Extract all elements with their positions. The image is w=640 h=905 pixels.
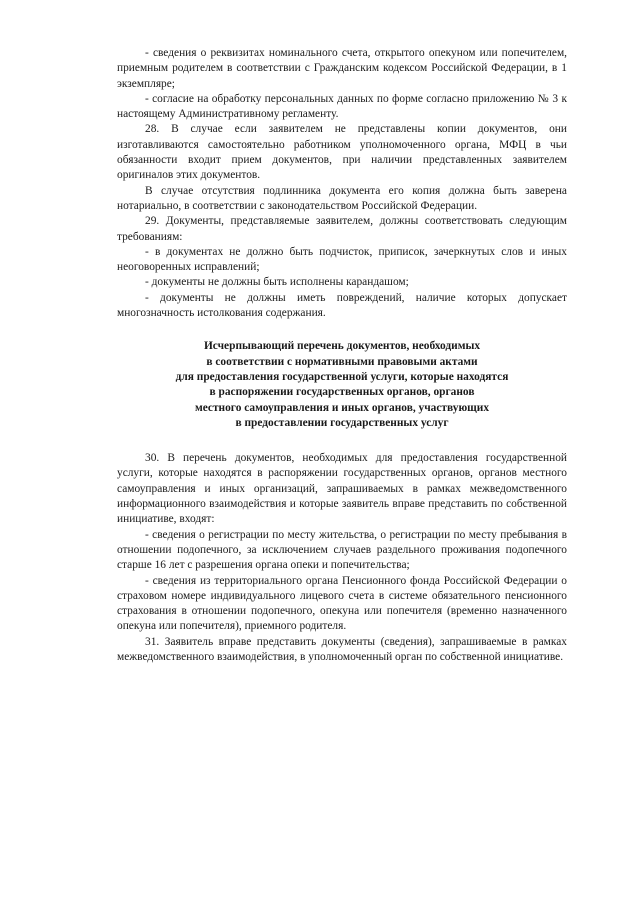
heading-line: для предоставления государственной услуги, которые находятся [175,370,509,383]
heading-line: Исчерпывающий перечень документов, необходимых [203,340,481,353]
paragraph-28-document-copies: 28. В случае если заявителем не представлены копии документов, они изготавливаются самостоятельно работником уполномоченного органа, МФЦ в чьи обязанности входит прием документов, при наличии представленных заявителем оригиналов этих документов. [117,123,567,182]
heading-line: местного самоуправления и иных органов, участвующих [194,401,490,414]
heading-line: в соответствии с нормативными правовыми актами [206,355,478,368]
paragraph-notarial-certification: В случае отсутствия подлинника документа его копия должна быть заверена нотариально, в соответствии с законодательством Российской Федерации. [117,184,567,212]
heading-line: в предоставлении государственных услуг [235,416,449,429]
heading-line: в распоряжении государственных органов, органов [209,386,475,399]
paragraph-no-damage: - документы не должны иметь повреждений, наличие которых допускает многозначность истолкования содержания. [117,291,567,320]
paragraph-pension-fund-info: - сведения из территориального органа Пенсионного фонда Российской Федерации о страховом номере индивидуального лицевого счета в системе обязательного пенсионного страхования в отношении подопечного, опекуна или попечителя (временно назначенного опекуна или попечителя), приемного родителя. [117,574,567,633]
paragraph-31-own-initiative: 31. Заявитель вправе представить документы (сведения), запрашиваемые в рамках межведомственного взаимодействия, в уполномоченный орган по собственной инициативе. [117,635,567,663]
paragraph-registration-info: - сведения о регистрации по месту жительства, о регистрации по месту пребывания в отношении подопечного, за исключением случаев раздельного проживания подопечного старше 16 лет с разрешения органа опеки и попечительства; [117,528,567,572]
section-heading [117,339,567,431]
paragraph-nominal-account-details: - сведения о реквизитах номинального счета, открытого опекуном или попечителем, приемным родителем в соответствии с Гражданским кодексом Российской Федерации, в 1 экземпляре; [117,47,567,90]
paragraph-personal-data-consent: - согласие на обработку персональных данных по форме согласно приложению № 3 к настоящему Административному регламенту. [117,92,567,121]
paragraph-29-document-requirements: 29. Документы, представляемые заявителем, должны соответствовать следующим требованиям: [117,215,567,243]
paragraph-30-interagency-documents: 30. В перечень документов, необходимых для предоставления государственной услуги, которые находятся в распоряжении государственных органов, органов местного самоуправления и иных организаций, запрашиваемых в рамках межведомственного информационного взаимодействия и которые заявитель вправе представить по собственной инициативе, входят: [117,452,567,526]
paragraph-no-pencil: - документы не должны быть исполнены карандашом; [145,276,409,289]
document-body [117,46,567,665]
paragraph-no-erasures: - в документах не должно быть подчисток, приписок, зачеркнутых слов и иных неоговоренных исправлений; [117,245,567,274]
